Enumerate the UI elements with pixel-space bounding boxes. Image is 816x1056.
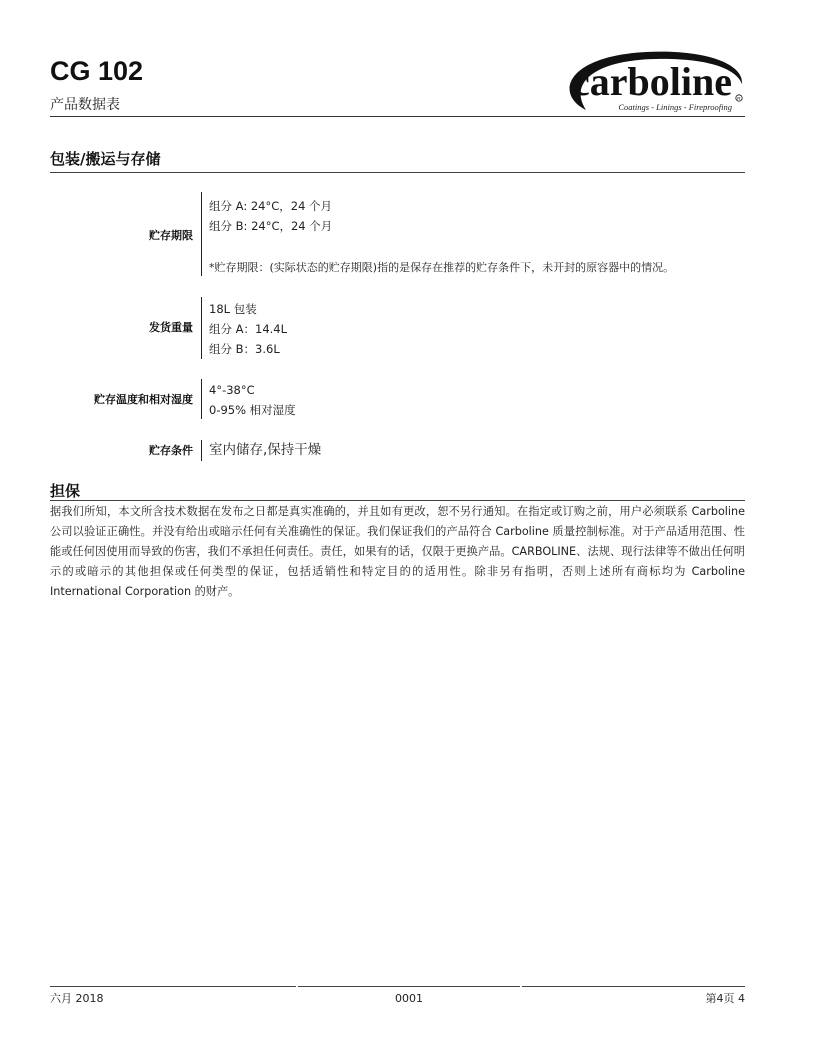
carboline-logo bbox=[556, 48, 748, 118]
section-divider-packaging bbox=[50, 172, 745, 173]
spec-label-shipping-weight: 发货重量 bbox=[149, 321, 193, 334]
footer-divider bbox=[50, 986, 296, 987]
spec-value: 组分 A：14.4L bbox=[209, 322, 288, 336]
spec-label-shelf-life: 贮存期限 bbox=[149, 229, 193, 242]
footer-divider bbox=[522, 986, 745, 987]
page-title: CG 102 bbox=[50, 56, 144, 86]
page-subtitle: 产品数据表 bbox=[50, 97, 120, 113]
spec-value: 室内储存,保持干燥 bbox=[209, 442, 322, 458]
section-heading-warranty: 担保 bbox=[50, 482, 81, 500]
spec-divider bbox=[201, 379, 202, 419]
spec-value: 0-95% 相对湿度 bbox=[209, 403, 296, 417]
footer-page-number: 第4页 4 bbox=[705, 992, 745, 1005]
spec-divider bbox=[201, 297, 202, 359]
svg-text:R: R bbox=[737, 96, 741, 101]
logo-wordmark: carboline bbox=[572, 59, 732, 104]
spec-value: 4°-38°C bbox=[209, 383, 255, 397]
logo-tagline: Coatings - Linings - Fireproofing bbox=[618, 102, 732, 112]
spec-value: 组分 B: 24°C，24 个月 bbox=[209, 219, 333, 233]
warranty-paragraph: 据我们所知，本文所含技术数据在发布之日都是真实准确的，并且如有更改，恕不另行通知。在指定或订购之前，用户必须联系 Carboline 公司以验证正确性。并没有给出或暗示任何有关准确性的保证。我们保证我们的产品符合 Carboline 质量控制标准。对于产品适用范围、性能或任何因使用而导致的伤害，我们不承担任何责任。责任，如果有的话，仅限于更换产品。CARBOLINE、法规、现行法律等不做出任何明示的或暗示的其他担保或任何类型的保证，包括适销性和特定目的的适用性。除非另有指明，否则上述所有商标均为 Carboline International Corporation 的财产。 bbox=[50, 505, 745, 598]
header-divider bbox=[50, 116, 745, 117]
spec-divider bbox=[201, 440, 202, 461]
spec-value: 18L 包装 bbox=[209, 302, 257, 316]
footer-divider bbox=[298, 986, 520, 987]
footer-code: 0001 bbox=[395, 992, 423, 1005]
spec-label-storage-temp-humidity: 贮存温度和相对湿度 bbox=[94, 393, 193, 406]
spec-note: *贮存期限：(实际状态的贮存期限)指的是保存在推荐的贮存条件下，未开封的原容器中的情况。 bbox=[209, 261, 675, 274]
section-divider-warranty bbox=[50, 500, 745, 501]
spec-value: 组分 B：3.6L bbox=[209, 342, 280, 356]
section-heading-packaging: 包装/搬运与存储 bbox=[50, 150, 161, 168]
spec-label-storage-conditions: 贮存条件 bbox=[149, 444, 193, 457]
spec-value: 组分 A: 24°C，24 个月 bbox=[209, 199, 333, 213]
footer-date: 六月 2018 bbox=[50, 992, 104, 1005]
spec-divider bbox=[201, 192, 202, 276]
